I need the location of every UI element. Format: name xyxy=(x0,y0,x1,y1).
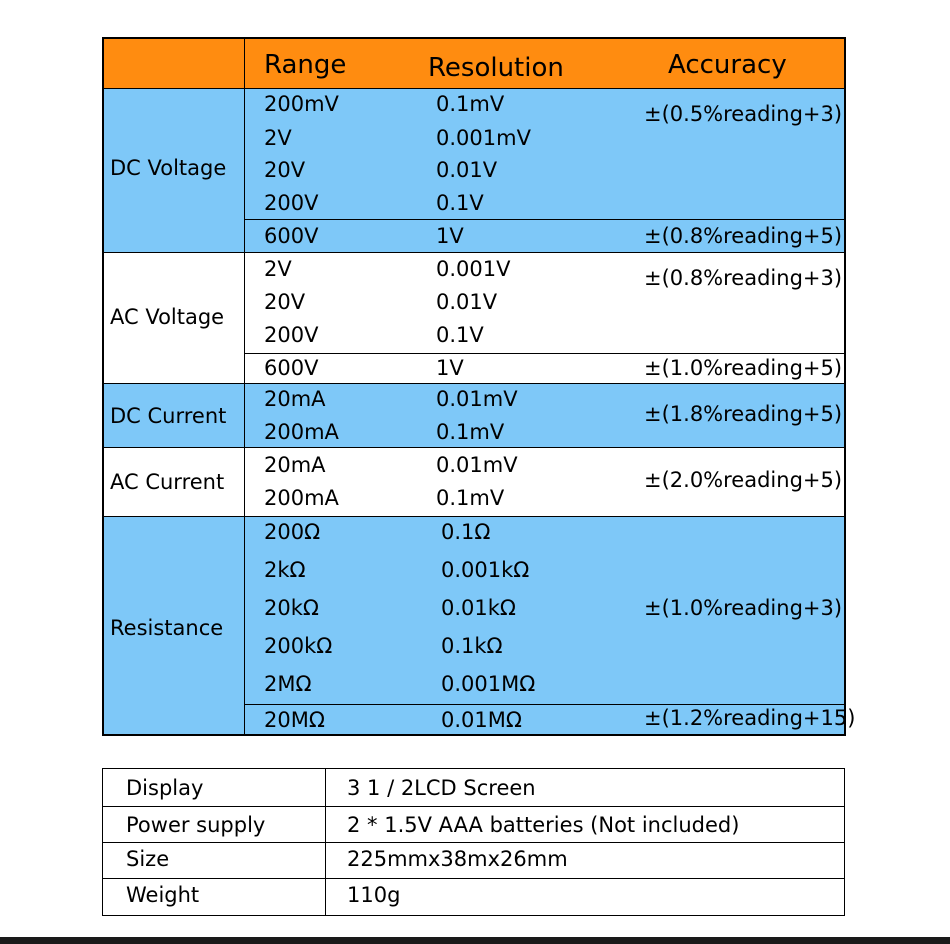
row-divider xyxy=(102,806,845,807)
range-cell: 200kΩ xyxy=(264,634,333,658)
resolution-cell: 0.1kΩ xyxy=(441,634,503,658)
group-divider xyxy=(102,252,846,253)
range-cell: 20V xyxy=(264,290,306,314)
resolution-cell: 0.1V xyxy=(436,191,484,215)
category-label: DC Voltage xyxy=(110,156,227,180)
range-cell: 20kΩ xyxy=(264,596,319,620)
range-cell: 2MΩ xyxy=(264,672,312,696)
accuracy-cell: ±(0.5%reading+3) xyxy=(644,102,843,126)
accuracy-cell: ±(0.8%reading+5) xyxy=(644,224,843,248)
resolution-cell: 0.01kΩ xyxy=(441,596,516,620)
table-border-top xyxy=(102,768,845,769)
table-border-left xyxy=(102,37,104,736)
group-divider xyxy=(102,516,846,517)
category-column-divider xyxy=(244,37,245,736)
bottom-divider-bar xyxy=(0,937,950,944)
range-cell: 2V xyxy=(264,126,292,150)
range-cell: 200Ω xyxy=(264,520,321,544)
accuracy-cell: ±(0.8%reading+3) xyxy=(644,266,843,290)
resolution-cell: 1V xyxy=(436,356,464,380)
resolution-cell: 0.1Ω xyxy=(441,520,491,544)
row-divider xyxy=(244,353,846,354)
range-cell: 20V xyxy=(264,158,306,182)
table-border-bottom xyxy=(102,734,846,736)
range-cell: 20mA xyxy=(264,387,326,411)
accuracy-cell: ±(1.8%reading+5) xyxy=(644,402,843,426)
resolution-cell: 0.01mV xyxy=(436,453,518,477)
accuracy-cell: ±(1.0%reading+5) xyxy=(644,356,843,380)
spec-value: 3 1 / 2LCD Screen xyxy=(347,776,536,800)
resolution-cell: 0.1mV xyxy=(436,92,505,116)
category-label: DC Current xyxy=(110,404,227,428)
spec-value: 2 * 1.5V AAA batteries (Not included) xyxy=(347,813,740,837)
category-label: AC Voltage xyxy=(110,305,225,329)
range-cell: 2V xyxy=(264,257,292,281)
resolution-cell: 0.01MΩ xyxy=(441,708,522,732)
row-divider xyxy=(244,219,846,220)
resolution-cell: 0.1V xyxy=(436,323,484,347)
range-cell: 20mA xyxy=(264,453,326,477)
header-range: Range xyxy=(264,50,347,80)
header-accuracy: Accuracy xyxy=(668,50,787,80)
category-label: Resistance xyxy=(110,616,224,640)
resolution-cell: 0.001V xyxy=(436,257,511,281)
header-resolution: Resolution xyxy=(428,53,564,83)
range-cell: 200V xyxy=(264,191,319,215)
spec-label: Weight xyxy=(126,883,200,907)
header-divider xyxy=(102,88,846,89)
range-cell: 2kΩ xyxy=(264,558,306,582)
resolution-cell: 0.01V xyxy=(436,290,498,314)
spec-label: Size xyxy=(126,847,170,871)
accuracy-cell: ±(1.2%reading+15) xyxy=(644,706,856,730)
row-divider xyxy=(102,842,845,843)
spec-label: Display xyxy=(126,776,204,800)
row-divider xyxy=(102,878,845,879)
table-border-right xyxy=(844,37,846,736)
resolution-cell: 0.001MΩ xyxy=(441,672,536,696)
group-divider xyxy=(102,447,846,448)
group-divider xyxy=(102,383,846,384)
table-border-bottom xyxy=(102,915,845,916)
range-cell: 200mA xyxy=(264,420,339,444)
resolution-cell: 0.01V xyxy=(436,158,498,182)
spec-label: Power supply xyxy=(126,813,266,837)
resolution-cell: 0.1mV xyxy=(436,486,505,510)
table-border-top xyxy=(102,37,846,39)
range-cell: 200V xyxy=(264,323,319,347)
range-cell: 200mV xyxy=(264,92,339,116)
range-cell: 20MΩ xyxy=(264,708,325,732)
resolution-cell: 0.001kΩ xyxy=(441,558,530,582)
range-cell: 200mA xyxy=(264,486,339,510)
resolution-cell: 0.001mV xyxy=(436,126,531,150)
row-divider xyxy=(244,704,846,705)
range-cell: 600V xyxy=(264,356,319,380)
resolution-cell: 0.01mV xyxy=(436,387,518,411)
general-specs-table xyxy=(0,760,950,920)
range-cell: 600V xyxy=(264,224,319,248)
accuracy-cell: ±(1.0%reading+3) xyxy=(644,596,843,620)
category-label: AC Current xyxy=(110,470,225,494)
resolution-cell: 0.1mV xyxy=(436,420,505,444)
resolution-cell: 1V xyxy=(436,224,464,248)
spec-value: 225mmx38mx26mm xyxy=(347,847,568,871)
accuracy-cell: ±(2.0%reading+5) xyxy=(644,468,843,492)
spec-value: 110g xyxy=(347,883,401,907)
